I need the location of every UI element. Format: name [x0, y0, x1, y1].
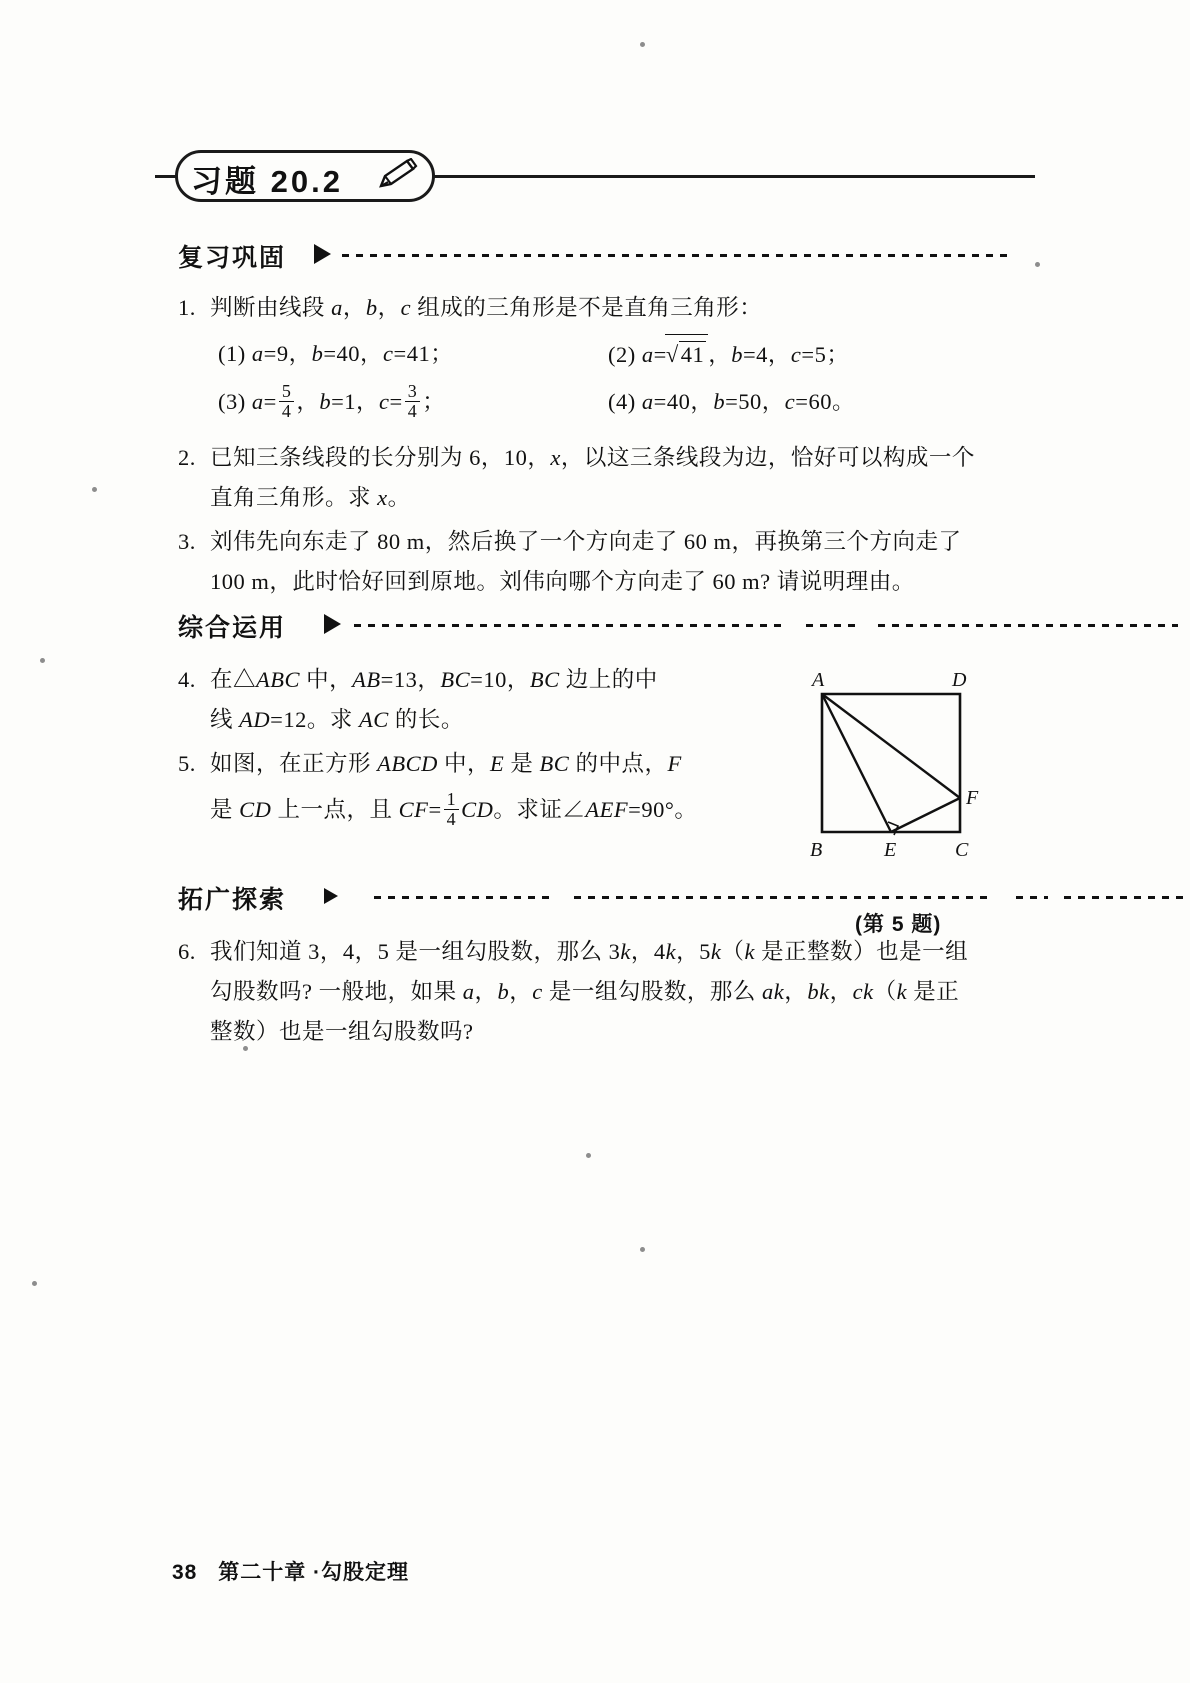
question-line: 是 CD 上一点，且 CF= $\frac{1}{4}$ CD。求证∠AEF=90°。 [210, 789, 698, 830]
svg-text:F: F [966, 787, 979, 809]
scan-speck [640, 42, 645, 47]
section-label: 复习巩固 [178, 244, 287, 272]
item-text: a=40，b=50，c=60。 [641, 389, 855, 414]
section-dotted-rule [806, 624, 858, 627]
svg-text:E: E [884, 839, 897, 861]
question-number: 4. [178, 667, 196, 692]
question-line: 已知三条线段的长分别为 6，10，x，以这三条线段为边，恰好可以构成一个 [210, 445, 975, 470]
question-4 [178, 660, 758, 740]
svg-text:D: D [952, 672, 967, 691]
question-1 [178, 288, 1018, 328]
question-1-item-4 [608, 382, 855, 422]
question-number: 5. [178, 751, 196, 776]
item-text: a= $\frac{5}{4}$ ，b=1，c= $\frac{3}{4}$ ； [251, 381, 446, 422]
scan-speck [586, 1153, 591, 1158]
item-label: (4) [608, 389, 636, 414]
question-line: 100 m，此时恰好回到原地。刘伟向哪个方向走了 60 m? 请说明理由。 [210, 569, 915, 594]
section-dotted-rule [374, 896, 554, 899]
svg-text:A: A [812, 672, 825, 691]
question-line: 直角三角形。求 x。 [210, 485, 411, 510]
question-line: 我们知道 3，4，5 是一组勾股数，那么 3k，4k，5k（k 是正整数）也是一组 [210, 939, 969, 964]
item-text: a=9，b=40，c=41； [251, 341, 454, 366]
question-5 [178, 744, 778, 830]
question-line: 勾股数吗? 一般地，如果 a，b，c 是一组勾股数，那么 ak，bk，ck（k 是正 [210, 979, 960, 1004]
section-dotted-rule [342, 254, 1008, 257]
section-dotted-rule [354, 624, 784, 627]
page-number: 38 [172, 1561, 198, 1584]
item-label: (2) [608, 342, 636, 367]
chapter-title: 第二十章 ·勾股定理 [218, 1561, 410, 1584]
item-label: (1) [218, 341, 246, 366]
question-line: 整数）也是一组勾股数吗? [210, 1019, 474, 1044]
question-6 [178, 932, 1058, 1052]
triangle-right-icon [324, 614, 341, 634]
scan-speck [640, 1247, 645, 1252]
svg-text:C: C [955, 839, 969, 861]
question-number: 3. [178, 529, 196, 554]
question-line: 如图，在正方形 ABCD 中，E 是 BC 的中点，F [210, 751, 682, 776]
question-line: 在△ABC 中，AB=13，BC=10，BC 边上的中 [210, 667, 658, 692]
item-label: (3) [218, 389, 246, 414]
pencil-icon [377, 158, 421, 192]
figure-caption: (第 5 题) [855, 913, 942, 936]
question-text: 判断由线段 a，b，c 组成的三角形是不是直角三角形： [210, 295, 763, 320]
question-number: 6. [178, 939, 196, 964]
page-title: 习题 20.2 [191, 164, 343, 199]
scan-speck [1035, 262, 1040, 267]
question-number: 1. [178, 295, 196, 320]
svg-text:B: B [810, 839, 823, 861]
section-dotted-rule [574, 896, 994, 899]
scan-speck [32, 1281, 37, 1286]
triangle-right-icon [324, 888, 338, 904]
triangle-right-icon [314, 244, 331, 264]
section-dotted-rule [1016, 896, 1048, 899]
section-label: 拓广探索 [178, 886, 287, 914]
question-2 [178, 438, 1038, 518]
question-line: 线 AD=12。求 AC 的长。 [210, 707, 464, 732]
item-text: a=√41 ，b=4，c=5； [642, 342, 849, 367]
exercise-header [155, 150, 1035, 206]
question-3 [178, 522, 1058, 602]
question-line: 刘伟先向东走了 80 m，然后换了一个方向走了 60 m，再换第三个方向走了 [210, 529, 962, 554]
question-number: 2. [178, 445, 196, 470]
scan-speck [40, 658, 45, 663]
section-heading-extension [178, 880, 1008, 914]
question-1-item-2 [608, 334, 849, 375]
question-1-item-3 [218, 382, 445, 422]
section-dotted-rule [878, 624, 1178, 627]
section-heading-comprehensive [178, 608, 1008, 642]
section-label: 综合运用 [178, 614, 287, 642]
scan-speck [92, 487, 97, 492]
page-footer [172, 1556, 409, 1586]
question-1-item-1 [218, 334, 453, 374]
section-dotted-rule [1064, 896, 1184, 899]
section-heading-review [178, 238, 1008, 272]
